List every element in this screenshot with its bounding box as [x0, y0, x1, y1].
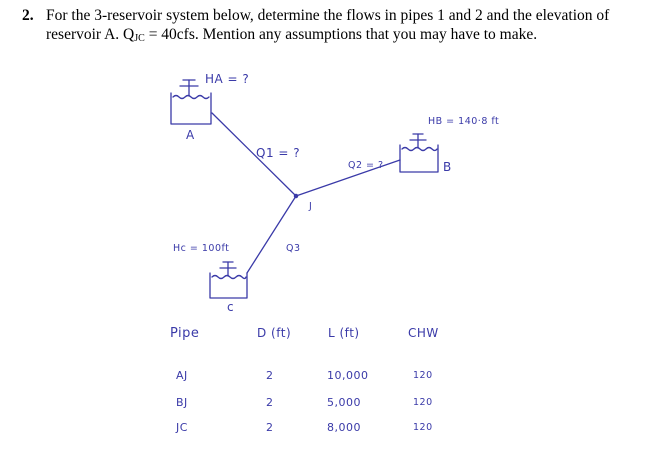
- table-cell: AJ: [176, 369, 188, 382]
- ha-label: HA = ?: [205, 72, 250, 86]
- table-header-row: [0, 326, 650, 348]
- table-cell: 5,000: [327, 396, 361, 409]
- table-cell: JC: [176, 421, 188, 434]
- table-cell: 2: [266, 369, 274, 382]
- table-cell: 10,000: [327, 369, 369, 382]
- q1-label: Q1 = ?: [256, 146, 301, 160]
- table-cell: BJ: [176, 396, 188, 409]
- junction-j-label: J: [309, 201, 313, 212]
- reservoir-b-label: B: [443, 160, 452, 174]
- q2-label: Q2 = ?: [348, 160, 384, 171]
- table-header-cell: D (ft): [257, 326, 292, 340]
- question-text-suffix: = 40cfs. Mention any assumptions that you may have to make.: [144, 26, 538, 43]
- reservoir-b-icon: [400, 134, 438, 172]
- table-header-cell: Pipe: [170, 326, 200, 341]
- table-header-cell: L (ft): [328, 326, 360, 340]
- junction-j-dot: [294, 194, 297, 197]
- table-header-cell: CHW: [408, 326, 439, 340]
- reservoir-c-label: c: [227, 300, 235, 314]
- hb-label: HB = 140·8 ft: [428, 116, 500, 127]
- reservoir-a-label: A: [186, 128, 195, 142]
- table-row: [0, 421, 650, 439]
- table-cell: 2: [266, 421, 274, 434]
- question-subscript: JC: [134, 33, 145, 44]
- q3-label: Q3: [286, 243, 301, 254]
- table-cell: 8,000: [327, 421, 361, 434]
- hc-label: Hc = 100ft: [173, 243, 230, 254]
- table-row: [0, 369, 650, 387]
- table-cell: 120: [413, 422, 433, 433]
- table-row: [0, 396, 650, 414]
- table-cell: 2: [266, 396, 274, 409]
- reservoir-c-icon: [210, 262, 247, 298]
- reservoir-a-icon: [171, 80, 211, 124]
- table-cell: 120: [413, 370, 433, 381]
- table-cell: 120: [413, 397, 433, 408]
- question-number: 2.: [22, 7, 34, 24]
- pipe-jc: [247, 196, 296, 273]
- question-text-prefix: For the 3-reservoir system below, determine the flows in pipes 1 and 2 and the elevation of reservoir A. Q: [46, 7, 610, 43]
